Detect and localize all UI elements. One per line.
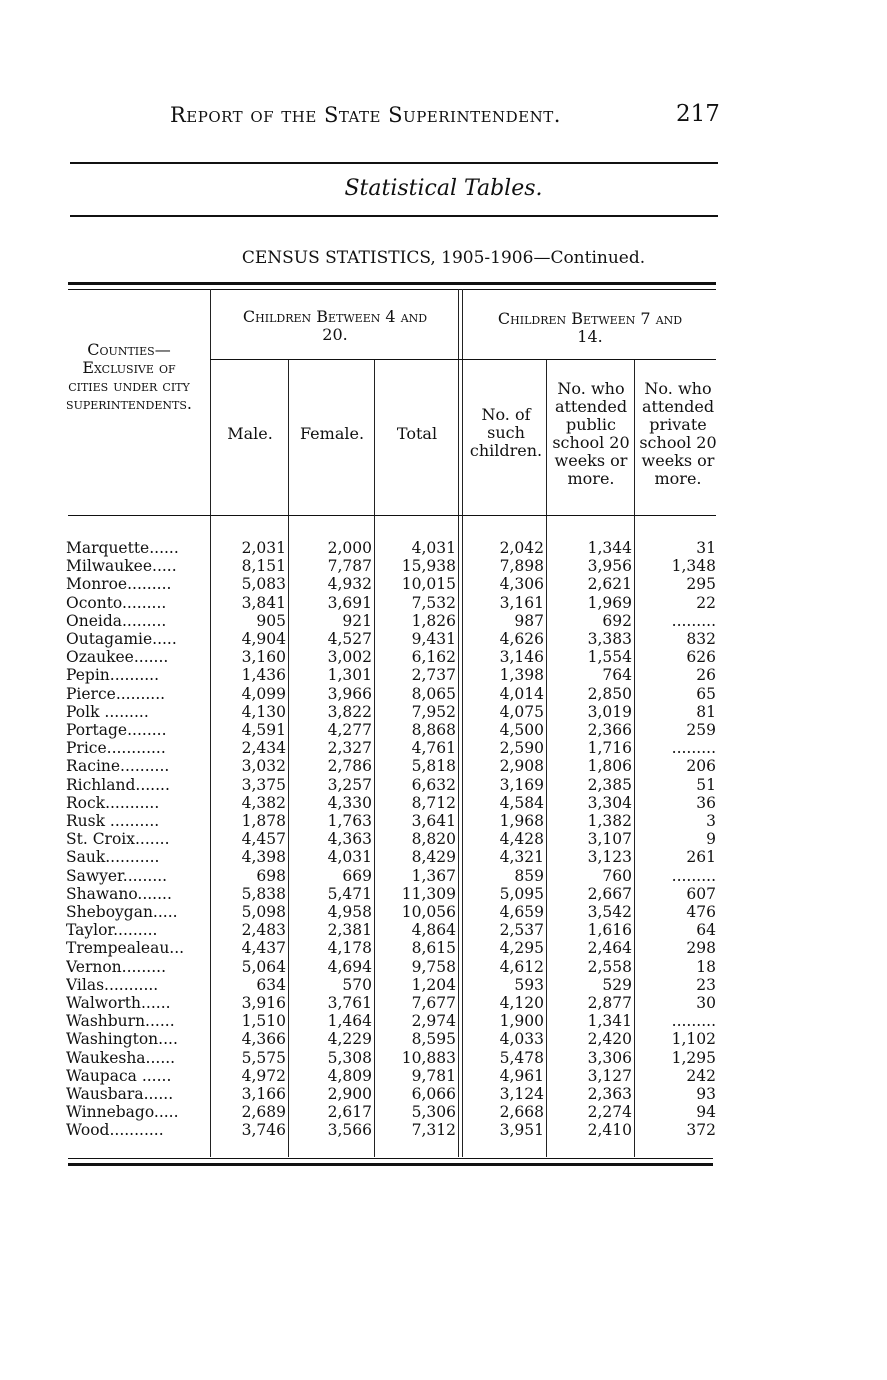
total-value: 7,532 (411, 593, 456, 612)
such-children-value: 4,626 (499, 630, 544, 648)
county-name: Richland....... (66, 775, 170, 794)
public-school-value: 3,127 (587, 1066, 632, 1085)
running-header: Report of the State Superintendent. (170, 103, 561, 127)
county-name: Wood........... (66, 1121, 164, 1140)
top-rule (70, 162, 718, 164)
total-value: 15,938 (401, 557, 456, 576)
county-name: Washington.... (66, 1030, 178, 1049)
public-school-value: 1,616 (587, 921, 632, 940)
county-name: Milwaukee..... (66, 557, 177, 576)
female-value: 2,786 (327, 757, 372, 776)
male-value: 3,746 (241, 1121, 286, 1140)
such-children-value: 593 (514, 975, 544, 994)
female-value: 3,822 (327, 702, 372, 721)
public-school-value: 760 (602, 866, 632, 885)
col-divider-4b (462, 289, 463, 1157)
such-children-value: 4,584 (499, 793, 544, 812)
female-value: 3,761 (327, 994, 372, 1012)
female-value: 4,178 (327, 939, 372, 958)
county-name: Walworth...... (66, 994, 171, 1012)
male-value: 3,160 (241, 648, 286, 667)
such-children-value: 4,014 (499, 684, 544, 703)
total-value: 7,677 (411, 994, 456, 1012)
total-value: 1,367 (411, 866, 456, 885)
public-school-header: No. who attended public school 20 weeks or more. (552, 379, 630, 488)
female-value: 4,031 (327, 848, 372, 867)
such-children-value: 2,590 (499, 739, 544, 758)
such-children-value: 4,295 (499, 939, 544, 958)
private-school-value: 1,348 (671, 557, 716, 576)
private-school-value: 36 (696, 793, 716, 812)
total-value: 10,883 (401, 1048, 456, 1067)
section-title: Statistical Tables. (344, 176, 543, 201)
total-value: 2,737 (411, 666, 456, 685)
female-value: 3,966 (327, 684, 372, 703)
private-school-value: 3 (706, 812, 716, 830)
female-value: 2,617 (327, 1103, 372, 1122)
col-divider-2 (288, 360, 289, 1157)
public-school-value: 2,464 (587, 939, 632, 958)
such-children-value: 1,968 (499, 812, 544, 830)
col-divider-1 (210, 289, 211, 1157)
male-value: 3,375 (241, 775, 286, 794)
female-value: 2,900 (327, 1085, 372, 1103)
female-value: 2,000 (327, 539, 372, 557)
private-school-value: 206 (686, 757, 716, 776)
private-school-value: 23 (696, 975, 716, 994)
table-top-rule-thick (68, 282, 716, 285)
total-value: 8,595 (411, 1030, 456, 1049)
such-children-value: 4,321 (499, 848, 544, 867)
county-name: Shawano....... (66, 884, 172, 903)
total-header: Total (396, 424, 438, 443)
private-school-value: 31 (696, 539, 716, 557)
female-value: 4,932 (327, 575, 372, 594)
such-children-value: 3,169 (499, 775, 544, 794)
private-school-value: 30 (696, 994, 716, 1012)
public-school-value: 2,410 (587, 1121, 632, 1140)
such-children-value: 2,668 (499, 1103, 544, 1122)
public-school-value: 3,306 (587, 1048, 632, 1067)
such-children-value: 2,908 (499, 757, 544, 776)
public-school-value: 3,123 (587, 848, 632, 867)
table-bottom-rule-thin (68, 1158, 713, 1159)
public-school-value: 2,667 (587, 884, 632, 903)
counties-header-text: Counties— Exclusive of cities under city superintendents. (66, 340, 192, 413)
private-school-value: 607 (686, 884, 716, 903)
male-value: 4,130 (241, 702, 286, 721)
public-school-value: 764 (602, 666, 632, 685)
county-name: Ozaukee....... (66, 648, 169, 667)
public-school-value: 3,304 (587, 793, 632, 812)
female-value: 4,277 (327, 721, 372, 739)
col-divider-5 (546, 360, 547, 1157)
col-divider-3 (374, 360, 375, 1157)
public-school-value: 1,806 (587, 757, 632, 776)
female-value: 5,471 (327, 884, 372, 903)
private-school-value: ......... (671, 866, 716, 885)
county-name: Portage........ (66, 721, 167, 739)
male-value: 1,878 (241, 812, 286, 830)
counties-header (66, 341, 196, 413)
male-value: 2,031 (241, 539, 286, 557)
female-value: 4,363 (327, 830, 372, 849)
county-name: Pepin.......... (66, 666, 160, 685)
female-value: 4,809 (327, 1066, 372, 1085)
female-value: 4,229 (327, 1030, 372, 1049)
county-name: St. Croix....... (66, 830, 170, 849)
male-value: 2,689 (241, 1103, 286, 1122)
female-value: 1,301 (327, 666, 372, 685)
public-school-value: 2,366 (587, 721, 632, 739)
county-name: Oneida......... (66, 611, 167, 630)
such-children-value: 4,612 (499, 957, 544, 976)
total-value: 6,066 (411, 1085, 456, 1103)
female-value: 2,327 (327, 739, 372, 758)
female-value: 2,381 (327, 921, 372, 940)
total-value: 8,868 (411, 721, 456, 739)
county-name: Price............ (66, 739, 166, 758)
male-value: 698 (256, 866, 286, 885)
male-value: 5,064 (241, 957, 286, 976)
female-value: 570 (342, 975, 372, 994)
total-value: 3,641 (411, 812, 456, 830)
such-children-value: 4,120 (499, 994, 544, 1012)
such-children-value: 4,075 (499, 702, 544, 721)
such-children-value: 3,124 (499, 1085, 544, 1103)
private-school-value: ......... (671, 1012, 716, 1031)
private-school-value: 261 (686, 848, 716, 867)
male-value: 3,032 (241, 757, 286, 776)
total-value: 8,712 (411, 793, 456, 812)
public-school-value: 3,107 (587, 830, 632, 849)
public-school-value: 529 (602, 975, 632, 994)
male-value: 5,098 (241, 903, 286, 921)
male-value: 634 (256, 975, 286, 994)
such-children-value: 859 (514, 866, 544, 885)
county-name: Marquette...... (66, 539, 179, 557)
male-value: 4,972 (241, 1066, 286, 1085)
female-value: 921 (342, 611, 372, 630)
private-school-value: 51 (696, 775, 716, 794)
male-header: Male. (227, 424, 273, 443)
male-value: 1,510 (241, 1012, 286, 1031)
private-school-value: 22 (696, 593, 716, 612)
county-name: Monroe......... (66, 575, 172, 594)
such-children-value: 3,951 (499, 1121, 544, 1140)
total-value: 6,162 (411, 648, 456, 667)
such-children-value: 987 (514, 611, 544, 630)
male-value: 4,457 (241, 830, 286, 849)
female-value: 5,308 (327, 1048, 372, 1067)
private-school-value: 93 (696, 1085, 716, 1103)
public-school-value: 1,716 (587, 739, 632, 758)
col-divider-4a (458, 289, 459, 1157)
county-name: Taylor......... (66, 921, 158, 940)
total-value: 8,615 (411, 939, 456, 958)
county-name: Winnebago..... (66, 1103, 179, 1122)
total-value: 8,429 (411, 848, 456, 867)
such-children-value: 4,306 (499, 575, 544, 594)
county-name: Racine.......... (66, 757, 170, 776)
such-children-value: 7,898 (499, 557, 544, 576)
private-school-value: 476 (686, 903, 716, 921)
private-school-value: ......... (671, 739, 716, 758)
county-name: Vilas........... (66, 975, 159, 994)
male-value: 5,838 (241, 884, 286, 903)
male-value: 5,083 (241, 575, 286, 594)
such-children-value: 3,161 (499, 593, 544, 612)
male-value: 3,166 (241, 1085, 286, 1103)
public-school-value: 2,363 (587, 1085, 632, 1103)
male-value: 3,916 (241, 994, 286, 1012)
such-children-value: 1,900 (499, 1012, 544, 1031)
total-value: 5,818 (411, 757, 456, 776)
public-school-value: 2,558 (587, 957, 632, 976)
private-school-value: 26 (696, 666, 716, 685)
public-school-value: 2,621 (587, 575, 632, 594)
public-school-value: 2,385 (587, 775, 632, 794)
group-header-4-20: Children Between 4 and 20. (242, 307, 428, 344)
male-value: 905 (256, 611, 286, 630)
public-school-value: 2,877 (587, 994, 632, 1012)
such-children-value: 2,537 (499, 921, 544, 940)
private-school-value: 18 (696, 957, 716, 976)
such-children-value: 5,095 (499, 884, 544, 903)
male-value: 4,437 (241, 939, 286, 958)
such-children-value: 4,659 (499, 903, 544, 921)
such-children-value: 2,042 (499, 539, 544, 557)
male-value: 4,591 (241, 721, 286, 739)
female-value: 7,787 (327, 557, 372, 576)
total-value: 9,758 (411, 957, 456, 976)
male-value: 4,398 (241, 848, 286, 867)
female-value: 1,464 (327, 1012, 372, 1031)
female-value: 4,527 (327, 630, 372, 648)
public-school-value: 2,420 (587, 1030, 632, 1049)
public-school-value: 3,542 (587, 903, 632, 921)
male-value: 8,151 (241, 557, 286, 576)
female-value: 3,002 (327, 648, 372, 667)
private-school-value: 65 (696, 684, 716, 703)
male-value: 5,575 (241, 1048, 286, 1067)
total-value: 10,015 (401, 575, 456, 594)
total-value: 10,056 (401, 903, 456, 921)
private-school-value: 626 (686, 648, 716, 667)
total-value: 4,031 (411, 539, 456, 557)
public-school-value: 2,274 (587, 1103, 632, 1122)
county-name: Sawyer......... (66, 866, 168, 885)
county-name: Sauk........... (66, 848, 160, 867)
male-value: 4,099 (241, 684, 286, 703)
public-school-value: 3,019 (587, 702, 632, 721)
private-school-header: No. who attended private school 20 weeks or more. (639, 379, 717, 488)
male-value: 2,434 (241, 739, 286, 758)
such-children-value: 3,146 (499, 648, 544, 667)
female-value: 1,763 (327, 812, 372, 830)
private-school-value: 9 (706, 830, 716, 849)
header-bottom-rule (68, 515, 716, 516)
county-name: Oconto......... (66, 593, 167, 612)
male-value: 2,483 (241, 921, 286, 940)
public-school-value: 1,554 (587, 648, 632, 667)
subtitle-rule (70, 215, 718, 217)
such-children-header: No. of such children. (469, 405, 543, 460)
county-name: Rock........... (66, 793, 160, 812)
private-school-value: 259 (686, 721, 716, 739)
female-header: Female. (299, 424, 365, 443)
col-divider-6 (634, 360, 635, 1157)
female-value: 3,257 (327, 775, 372, 794)
private-school-value: 295 (686, 575, 716, 594)
private-school-value: 298 (686, 939, 716, 958)
public-school-value: 1,969 (587, 593, 632, 612)
total-value: 7,952 (411, 702, 456, 721)
private-school-value: ......... (671, 611, 716, 630)
table-top-rule-thin (68, 289, 716, 290)
total-value: 4,864 (411, 921, 456, 940)
male-value: 4,366 (241, 1030, 286, 1049)
female-value: 669 (342, 866, 372, 885)
county-name: Waupaca ...... (66, 1066, 172, 1085)
male-value: 4,382 (241, 793, 286, 812)
total-value: 11,309 (401, 884, 456, 903)
county-name: Rusk .......... (66, 812, 160, 830)
public-school-value: 2,850 (587, 684, 632, 703)
such-children-value: 4,428 (499, 830, 544, 849)
female-value: 4,958 (327, 903, 372, 921)
county-name: Trempealeau... (66, 939, 185, 958)
private-school-value: 1,102 (671, 1030, 716, 1049)
such-children-value: 1,398 (499, 666, 544, 685)
female-value: 3,691 (327, 593, 372, 612)
county-name: Outagamie..... (66, 630, 177, 648)
county-name: Pierce.......... (66, 684, 166, 703)
private-school-value: 372 (686, 1121, 716, 1140)
female-value: 4,694 (327, 957, 372, 976)
total-value: 1,826 (411, 611, 456, 630)
such-children-value: 4,033 (499, 1030, 544, 1049)
county-name: Waukesha...... (66, 1048, 176, 1067)
private-school-value: 81 (696, 702, 716, 721)
total-value: 7,312 (411, 1121, 456, 1140)
county-name: Vernon......... (66, 957, 166, 976)
private-school-value: 1,295 (671, 1048, 716, 1067)
table-bottom-rule-thick (68, 1163, 713, 1166)
total-value: 1,204 (411, 975, 456, 994)
public-school-value: 3,383 (587, 630, 632, 648)
total-value: 5,306 (411, 1103, 456, 1122)
such-children-value: 4,961 (499, 1066, 544, 1085)
county-name: Wausbara...... (66, 1085, 174, 1103)
public-school-value: 1,344 (587, 539, 632, 557)
public-school-value: 1,341 (587, 1012, 632, 1031)
total-value: 8,820 (411, 830, 456, 849)
group-header-rule (210, 359, 716, 360)
total-value: 8,065 (411, 684, 456, 703)
page-number: 217 (676, 101, 720, 127)
private-school-value: 64 (696, 921, 716, 940)
county-name: Sheboygan..... (66, 903, 178, 921)
male-value: 1,436 (241, 666, 286, 685)
total-value: 9,781 (411, 1066, 456, 1085)
private-school-value: 94 (696, 1103, 716, 1122)
total-value: 2,974 (411, 1012, 456, 1031)
public-school-value: 1,382 (587, 812, 632, 830)
female-value: 4,330 (327, 793, 372, 812)
male-value: 3,841 (241, 593, 286, 612)
public-school-value: 3,956 (587, 557, 632, 576)
total-value: 4,761 (411, 739, 456, 758)
private-school-value: 242 (686, 1066, 716, 1085)
female-value: 3,566 (327, 1121, 372, 1140)
group-header-7-14: Children Between 7 and 14. (497, 309, 683, 346)
private-school-value: 832 (686, 630, 716, 648)
such-children-value: 4,500 (499, 721, 544, 739)
total-value: 6,632 (411, 775, 456, 794)
such-children-value: 5,478 (499, 1048, 544, 1067)
total-value: 9,431 (411, 630, 456, 648)
county-name: Polk ......... (66, 702, 149, 721)
table-caption: CENSUS STATISTICS, 1905-1906—Continued. (241, 248, 646, 268)
public-school-value: 692 (602, 611, 632, 630)
county-name: Washburn...... (66, 1012, 175, 1031)
male-value: 4,904 (241, 630, 286, 648)
